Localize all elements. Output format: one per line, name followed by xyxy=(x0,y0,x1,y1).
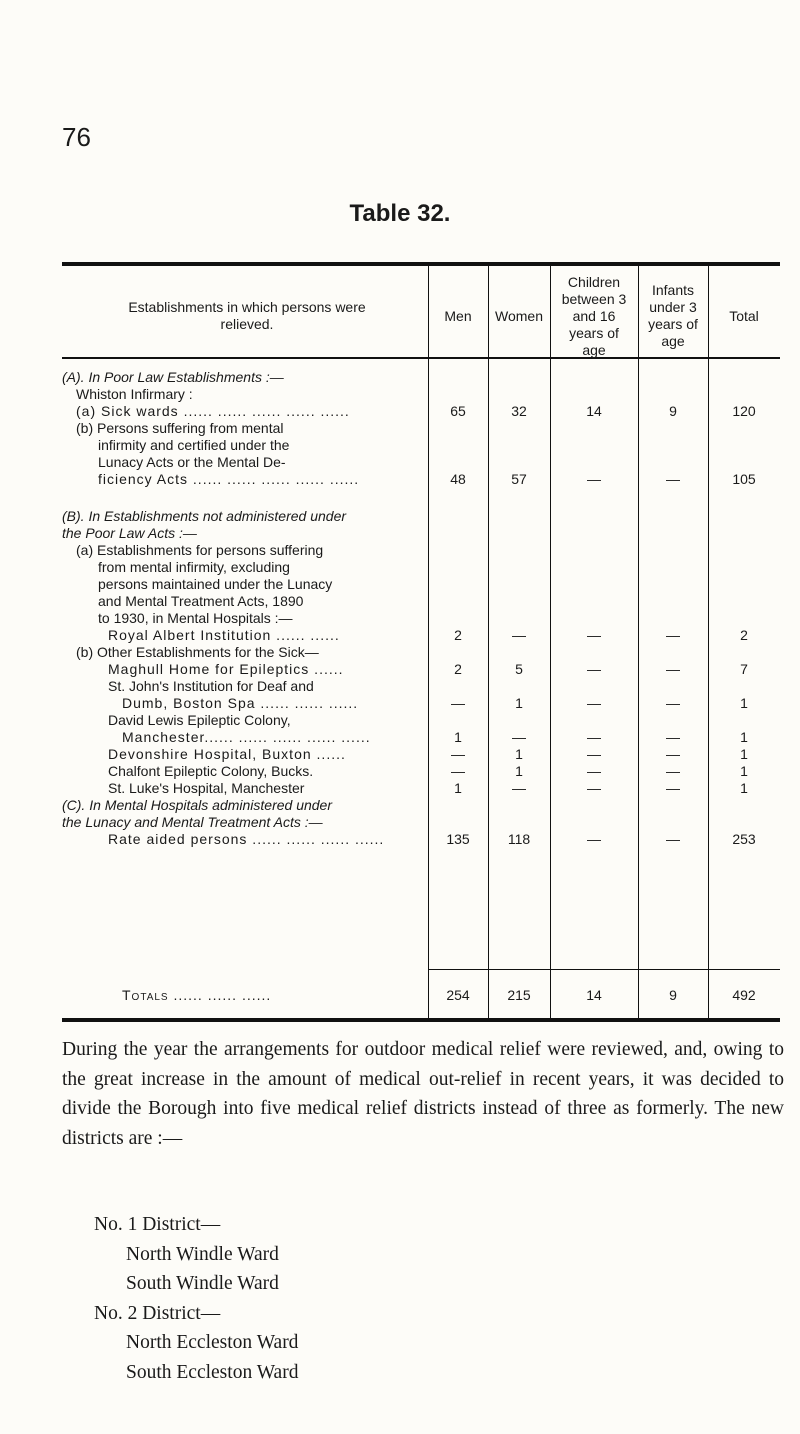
table-cell: — xyxy=(451,746,465,762)
totals-rule xyxy=(428,969,780,970)
table-cell: — xyxy=(666,729,680,745)
table-cell: 1 xyxy=(515,695,523,711)
table-cell: 2 xyxy=(454,661,462,677)
page-number: 76 xyxy=(62,122,91,152)
row-label: Dumb, Boston Spa ...... ...... ...... xyxy=(122,695,359,711)
table-cell: 1 xyxy=(454,729,462,745)
table-cell: 105 xyxy=(732,471,756,487)
section-c-heading: the Lunacy and Mental Treatment Acts :— xyxy=(62,814,323,830)
table-cell: — xyxy=(512,729,526,745)
row-label: St. Luke's Hospital, Manchester xyxy=(108,780,305,796)
row-label: Whiston Infirmary : xyxy=(76,386,193,402)
row-label: and Mental Treatment Acts, 1890 xyxy=(98,593,304,609)
row-label: infirmity and certified under the xyxy=(98,437,290,453)
table-cell: 9 xyxy=(669,403,677,419)
row-label: (a) Sick wards ...... ...... ...... ...... ...... xyxy=(76,403,350,419)
table-cell: 2 xyxy=(454,627,462,643)
table-cell: 1 xyxy=(515,746,523,762)
column-header-infants: Infants under 3 years of age xyxy=(648,282,698,349)
totals-cell: 254 xyxy=(446,987,470,1003)
table-cell: 118 xyxy=(507,831,531,847)
row-label: persons maintained under the Lunacy xyxy=(98,576,333,592)
table-cell: — xyxy=(587,695,601,711)
table-cell: — xyxy=(666,661,680,677)
table-cell: — xyxy=(512,627,526,643)
table-cell: 14 xyxy=(586,403,602,419)
table-cell: — xyxy=(587,746,601,762)
district-list xyxy=(62,1210,298,1387)
table-cell: — xyxy=(451,695,465,711)
table-cell: — xyxy=(587,780,601,796)
column-header-children: Children between 3 and 16 years of age xyxy=(561,273,627,358)
table-cell: 120 xyxy=(732,403,756,419)
row-label: Rate aided persons ...... ...... ...... ...... xyxy=(108,831,385,847)
totals-cell: 9 xyxy=(669,987,677,1003)
section-c-heading: (C). In Mental Hospitals administered under xyxy=(62,797,333,813)
table-cell: 1 xyxy=(740,695,748,711)
table-cell: 253 xyxy=(732,831,756,847)
table-cell: 57 xyxy=(511,471,527,487)
column-header-total: Total xyxy=(729,307,759,324)
table-cell: 65 xyxy=(450,403,466,419)
table-cell: — xyxy=(587,471,601,487)
row-label: Manchester...... ...... ...... ...... ...... xyxy=(122,729,371,745)
totals-cell: 14 xyxy=(586,987,602,1003)
row-label: St. John's Institution for Deaf and xyxy=(108,678,314,694)
table-cell: 135 xyxy=(446,831,470,847)
table-cell: — xyxy=(666,627,680,643)
table-cell: 1 xyxy=(740,729,748,745)
row-label: Royal Albert Institution ...... ...... xyxy=(108,627,340,643)
row-label: Chalfont Epileptic Colony, Bucks. xyxy=(108,763,314,779)
table-cell: 1 xyxy=(515,763,523,779)
column-header-women: Women xyxy=(495,307,543,324)
section-b-heading: (B). In Establishments not administered under xyxy=(62,508,347,524)
ward-item: South Eccleston Ward xyxy=(126,1361,299,1383)
row-label: David Lewis Epileptic Colony, xyxy=(108,712,291,728)
section-b-heading: the Poor Law Acts :— xyxy=(62,525,197,541)
table-cell: 48 xyxy=(450,471,466,487)
table-title: Table 32. xyxy=(349,200,451,227)
table-cell: — xyxy=(587,729,601,745)
district-title: No. 1 District— xyxy=(94,1214,221,1235)
column-header-men: Men xyxy=(444,307,472,324)
table-cell: — xyxy=(587,831,601,847)
body-paragraph: During the year the arrangements for outdoor medical relief were reviewed, and, owing to the great increase in the amount of medical out-relief in recent years, it was decided to divide the Borough into five medical relief districts instead of three as formerly. The new districts are :— xyxy=(62,1039,784,1149)
table-cell: — xyxy=(666,746,680,762)
row-label: to 1930, in Mental Hospitals :— xyxy=(98,610,293,626)
row-label: ficiency Acts ...... ...... ...... ...... ...... xyxy=(98,471,360,487)
table-cell: — xyxy=(587,627,601,643)
column-header-establishment: Establishments in which persons were relieved. xyxy=(128,299,366,332)
totals-cell: 492 xyxy=(732,987,756,1003)
table-cell: — xyxy=(587,763,601,779)
totals-cell: 215 xyxy=(507,987,531,1003)
table-cell: — xyxy=(666,780,680,796)
table-cell: — xyxy=(512,780,526,796)
table-cell: 1 xyxy=(454,780,462,796)
district-title: No. 2 District— xyxy=(94,1302,221,1324)
row-label: Lunacy Acts or the Mental De- xyxy=(98,454,286,470)
row-label: (b) Other Establishments for the Sick— xyxy=(76,644,319,660)
table-cell: 1 xyxy=(740,746,748,762)
totals-label: Totals ...... ...... ...... xyxy=(122,987,272,1003)
table-cell: 2 xyxy=(740,627,748,643)
table-bottom-rule xyxy=(62,1018,780,1022)
table-cell: — xyxy=(587,661,601,677)
table-cell: — xyxy=(666,763,680,779)
table-top-rule xyxy=(62,262,780,266)
table-cell: 32 xyxy=(511,403,527,419)
row-label: Maghull Home for Epileptics ...... xyxy=(108,661,344,677)
table-cell: — xyxy=(666,831,680,847)
table-cell: 5 xyxy=(515,661,523,677)
table-cell: 1 xyxy=(740,763,748,779)
table-cell: 1 xyxy=(740,780,748,796)
table-cell: — xyxy=(451,763,465,779)
row-label: (b) Persons suffering from mental xyxy=(76,420,284,436)
header-rule xyxy=(62,357,780,359)
row-label: (a) Establishments for persons suffering xyxy=(76,542,324,558)
table-cell: — xyxy=(666,471,680,487)
ward-item: South Windle Ward xyxy=(126,1273,279,1294)
row-label: from mental infirmity, excluding xyxy=(98,559,290,575)
section-a-heading: (A). In Poor Law Establishments :— xyxy=(62,369,284,385)
table-cell: — xyxy=(666,695,680,711)
row-label: Devonshire Hospital, Buxton ...... xyxy=(108,746,346,762)
table-cell: 7 xyxy=(740,661,748,677)
relief-table xyxy=(62,262,780,1022)
ward-item: North Windle Ward xyxy=(126,1243,279,1265)
ward-item: North Eccleston Ward xyxy=(126,1332,299,1353)
